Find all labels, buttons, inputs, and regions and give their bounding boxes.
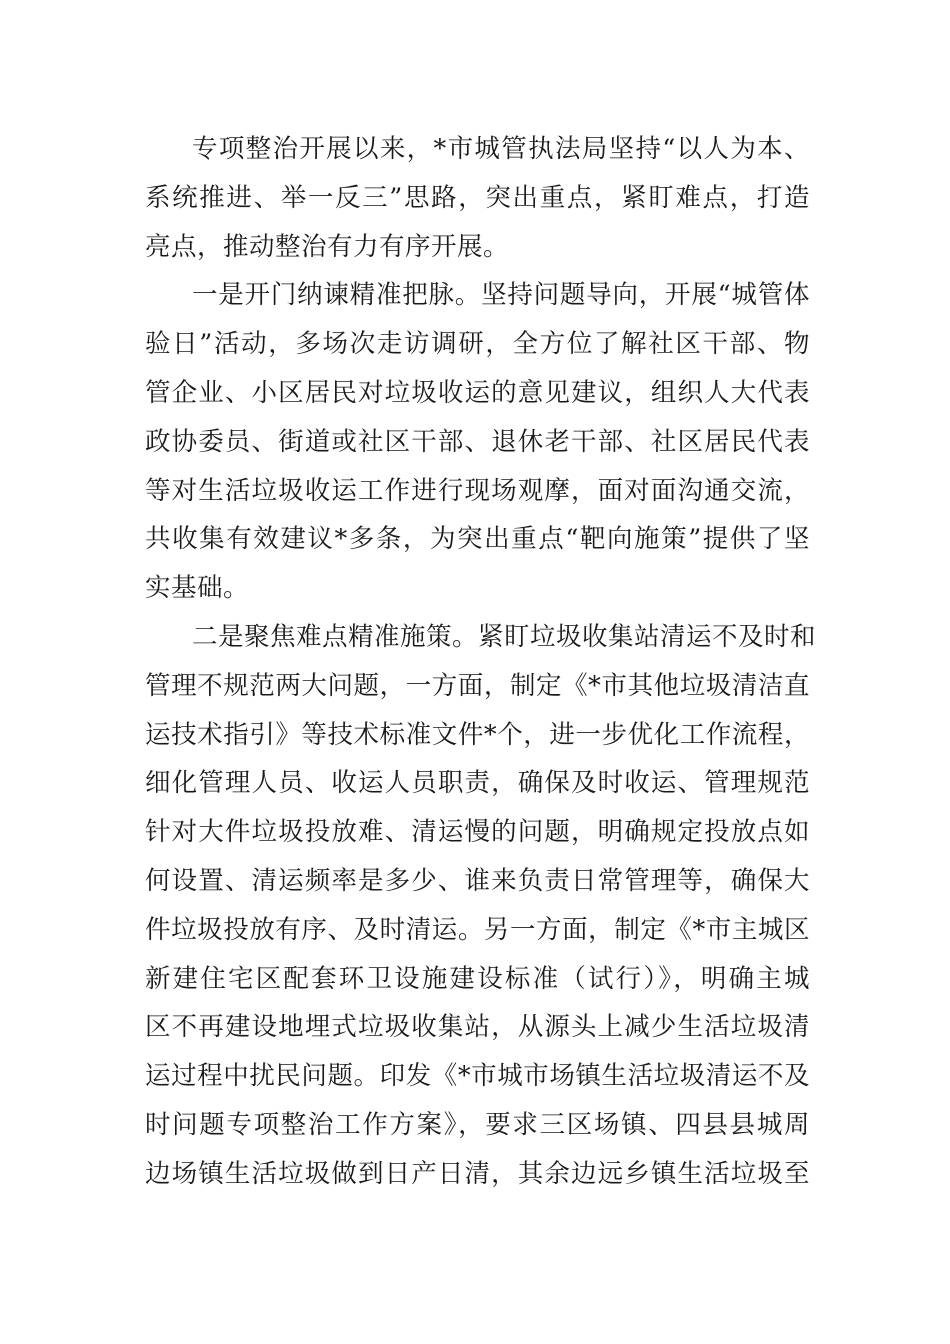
- text-line: 边场镇生活垃圾做到日产日清，其余边远乡镇生活垃圾至: [145, 1158, 810, 1189]
- text-line: 针对大件垃圾投放难、清运慢的问题，明确规定投放点如: [145, 817, 810, 848]
- text-line: 系统推进、举一反三”思路，突出重点，紧盯难点，打造: [145, 182, 810, 213]
- text-line: 细化管理人员、收运人员职责，确保及时收运、管理规范: [145, 768, 810, 799]
- text-line: 运技术指引》等技术标准文件*个，进一步优化工作流程，: [145, 719, 810, 750]
- text-line: 共收集有效建议*多条，为突出重点“靶向施策”提供了坚: [145, 524, 810, 555]
- text-line: 实基础。: [145, 573, 250, 604]
- text-line: 件垃圾投放有序、及时清运。另一方面，制定《*市主城区: [145, 914, 810, 945]
- text-line: 政协委员、街道或社区干部、退休老干部、社区居民代表: [145, 426, 810, 457]
- text-line: 专项整治开展以来，*市城管执法局坚持“以人为本、: [192, 134, 810, 164]
- text-line: 一是开门纳谏精准把脉。坚持问题导向，开展“城管体: [192, 280, 810, 311]
- document-body: [145, 125, 817, 1199]
- text-line: 管理不规范两大问题，一方面，制定《*市其他垃圾清洁直: [145, 670, 810, 701]
- text-line: 管企业、小区居民对垃圾收运的意见建议，组织人大代表: [145, 377, 810, 408]
- text-line: 等对生活垃圾收运工作进行现场观摩，面对面沟通交流，: [145, 475, 810, 506]
- text-line: 运过程中扰民问题。印发《*市城市场镇生活垃圾清运不及: [145, 1061, 810, 1092]
- text-line: 亮点，推动整治有力有序开展。: [145, 231, 510, 262]
- paragraph-second-measure: [145, 613, 817, 1199]
- text-line: 验日”活动，多场次走访调研，全方位了解社区干部、物: [145, 329, 810, 360]
- text-line: 何设置、清运频率是多少、谁来负责日常管理等，确保大: [145, 865, 810, 896]
- text-line: 时问题专项整治工作方案》，要求三区场镇、四县县城周: [145, 1109, 810, 1140]
- paragraph-intro: [145, 125, 810, 271]
- text-line: 二是聚焦难点精准施策。紧盯垃圾收集站清运不及时和: [192, 621, 817, 652]
- paragraph-first-measure: [145, 271, 810, 613]
- text-line: 区不再建设地埋式垃圾收集站，从源头上减少生活垃圾清: [145, 1012, 810, 1043]
- text-line: 新建住宅区配套环卫设施建设标准（试行）》，明确主城: [145, 963, 810, 994]
